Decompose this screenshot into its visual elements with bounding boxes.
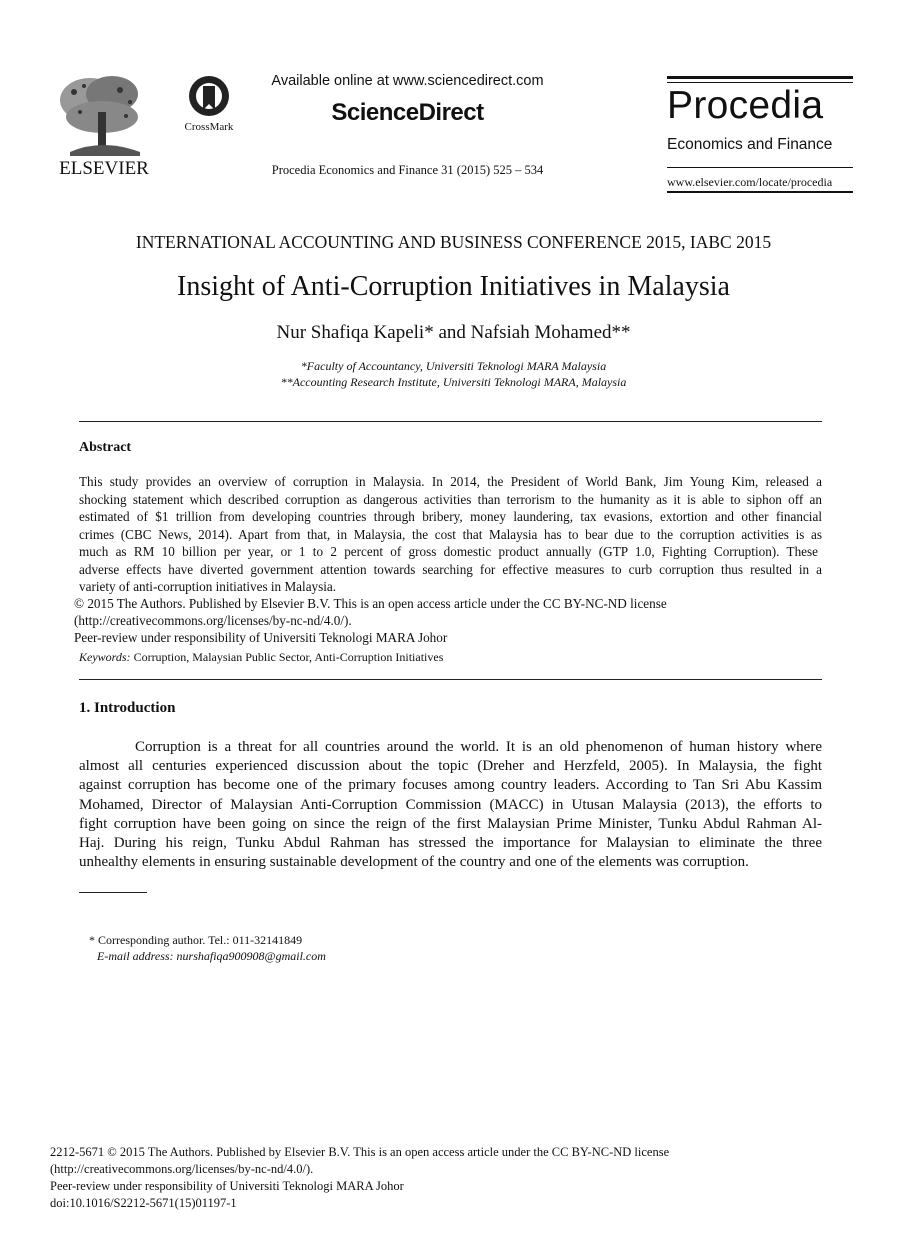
abstract-line: This study provides an overview of corruption in Malaysia. In 2014, the President of World Bank, Jim Young Kim, released a <box>79 474 822 489</box>
intro-line: unhealthy elements in ensuring sustainable development of the country and one of the elements was corruption. <box>79 854 749 871</box>
crossmark-badge[interactable] <box>178 74 240 134</box>
affiliation: *Faculty of Accountancy, Universiti Teknologi MARA Malaysia <box>300 359 607 373</box>
abstract-line: estimated of $1 trillion from developing countries through bribery, money laundering, tax evasions, extortion and other financial <box>79 509 822 524</box>
footer-peer-review: Peer-review under responsibility of Universiti Teknologi MARA Johor <box>50 1179 404 1193</box>
author-email[interactable]: E-mail address: nurshafiqa900908@gmail.com <box>97 949 326 963</box>
paper-title: Insight of Anti-Corruption Initiatives in Malaysia <box>177 271 730 302</box>
intro-line: Haj. During his reign, Tunku Abdul Rahman has stressed the importance for Malaysian to eliminate the three <box>79 835 822 852</box>
intro-line: against corruption has become one of the primary focuses among country leaders. According to Tan Sri Abu Kassim <box>79 777 822 794</box>
footer-doi[interactable]: doi:10.1016/S2212-5671(15)01197-1 <box>50 1196 237 1210</box>
abstract-line: variety of anti-corruption initiatives in Malaysia. <box>79 579 337 594</box>
procedia-rule <box>667 76 853 79</box>
authors: Nur Shafiqa Kapeli* and Nafsiah Mohamed** <box>276 322 631 343</box>
sciencedirect-wordmark: ScienceDirect <box>331 99 484 126</box>
intro-line: fight corruption have been going on since the reign of the first Malaysian Prime Minister, Tunku Abdul Rahman Al- <box>79 815 822 832</box>
copyright-notice: © 2015 The Authors. Published by Elsevier B.V. This is an open access article under the CC BY-NC-ND license <box>74 596 667 611</box>
conference-name: INTERNATIONAL ACCOUNTING AND BUSINESS CONFERENCE 2015, IABC 2015 <box>135 232 772 252</box>
abstract-line: shocking statement which described corruption as dangerous activities than terrorism to the humanity as it is able to siphon off an <box>79 491 822 507</box>
corresponding-author: * Corresponding author. Tel.: 011-32141849 <box>89 933 303 947</box>
crossmark-label: CrossMark <box>184 121 234 133</box>
introduction-body <box>79 738 822 872</box>
footnote-rule <box>79 892 147 893</box>
journal-reference: Procedia Economics and Finance 31 (2015) 525 – 534 <box>271 163 544 177</box>
divider <box>79 679 822 680</box>
procedia-rule <box>667 191 853 193</box>
abstract-heading: Abstract <box>79 440 132 455</box>
license-link[interactable]: (http://creativecommons.org/licenses/by-nc-nd/4.0/). <box>74 613 352 628</box>
footer-issn: 2212-5671 © 2015 The Authors. Published by Elsevier B.V. This is an open access article under the CC BY-NC-ND license <box>50 1145 670 1159</box>
procedia-rule <box>667 167 853 168</box>
procedia-url[interactable]: www.elsevier.com/locate/procedia <box>667 175 833 189</box>
intro-line: almost all centuries experienced discussion about the topic (Dreher and Herzfeld, 2005). In Malaysia, the fight <box>79 758 822 775</box>
affiliation: **Accounting Research Institute, Universiti Teknologi MARA, Malaysia <box>280 375 627 389</box>
section-heading: 1. Introduction <box>79 700 176 716</box>
keywords-label: Keywords: <box>79 650 131 664</box>
abstract-line: crimes (CBC News, 2014). Apart from that, in Malaysia, the cost that Malaysia has to bear due to the corruption activities is as <box>79 526 822 542</box>
intro-line: Mohamed, Director of Malaysian Anti-Corruption Commission (MACC) in Utusan Malaysia (2013), the efforts to <box>79 796 822 813</box>
keywords-list: Corruption, Malaysian Public Sector, Anti-Corruption Initiatives <box>130 650 444 664</box>
elsevier-logo <box>50 72 158 180</box>
available-online: Available online at www.sciencedirect.com <box>271 73 544 89</box>
divider <box>79 421 822 422</box>
peer-review-note: Peer-review under responsibility of Universiti Teknologi MARA Johor <box>74 630 448 645</box>
intro-line: Corruption is a threat for all countries around the world. It is an old phenomenon of human history where <box>135 739 822 755</box>
abstract-line: adverse effects have diverted government attention towards searching for effective measures to curb corruption thus resulted in a <box>79 561 822 577</box>
elsevier-tree-icon <box>50 72 158 180</box>
crossmark-icon <box>178 74 240 134</box>
abstract-line: much as RM 10 billion per year, or 1 to 2 percent of gross domestic product annually (GTP 1.0, Fighting Corruption). These <box>79 544 819 559</box>
keywords <box>79 650 443 665</box>
abstract-body <box>79 473 822 596</box>
procedia-title: Procedia <box>667 84 824 127</box>
procedia-subtitle: Economics and Finance <box>667 136 833 153</box>
footer-license-link[interactable]: (http://creativecommons.org/licenses/by-nc-nd/4.0/). <box>50 1162 314 1176</box>
elsevier-wordmark: ELSEVIER <box>59 158 149 179</box>
procedia-rule <box>667 82 853 83</box>
